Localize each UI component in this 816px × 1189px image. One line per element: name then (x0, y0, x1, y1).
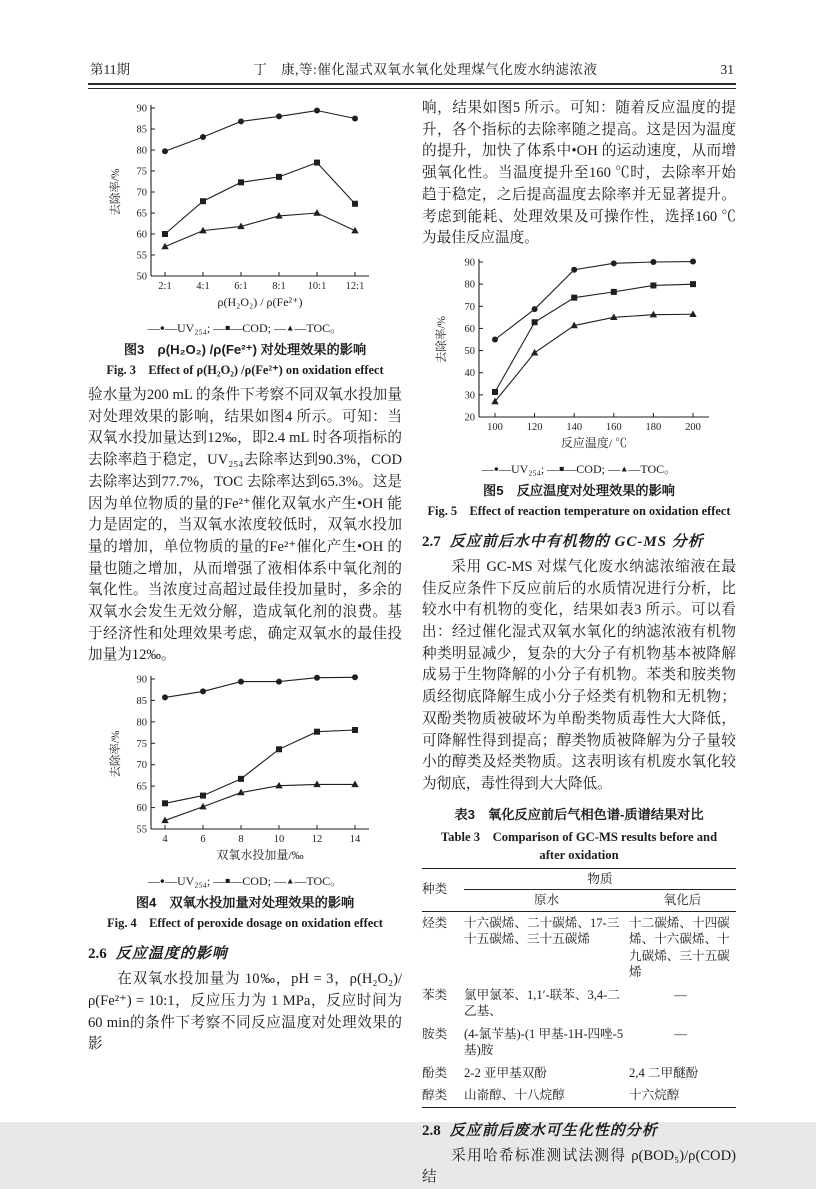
section-number: 2.7 (422, 533, 441, 550)
col-header-type: 种类 (422, 868, 464, 911)
table-cell-oxidized: 2,4 二甲醚酚 (629, 1065, 699, 1080)
svg-text:120: 120 (526, 421, 543, 433)
table-row (422, 1084, 736, 1107)
svg-text:6:1: 6:1 (234, 281, 248, 292)
svg-text:140: 140 (566, 421, 583, 433)
svg-text:160: 160 (605, 421, 622, 433)
table3-title-zh: 表3 氧化反应前后气相色谱-质谱结果对比 (454, 806, 704, 822)
svg-text:8: 8 (238, 834, 244, 846)
running-title: 丁 康,等:催化湿式双氧水氧化处理煤气化废水纳滤浓液 (253, 62, 598, 77)
circle-marker-icon: ● (159, 875, 165, 886)
figure-5 (422, 254, 736, 519)
table-row (422, 911, 736, 984)
section-title: 反应前后废水可生化性的分析 (449, 1122, 658, 1139)
svg-text:75: 75 (136, 166, 147, 178)
svg-text:80: 80 (136, 717, 147, 729)
table-cell-oxidized: — (674, 987, 687, 1002)
svg-text:60: 60 (136, 229, 147, 241)
square-marker-icon: ■ (225, 875, 231, 886)
section-title: 反应温度的影响 (115, 946, 228, 963)
section-title: 反应前后水中有机物的 GC-MS 分析 (449, 533, 704, 550)
figure-3 (88, 100, 402, 378)
paragraph-peroxide-dosage: 验水量为200 mL 的条件下考察不同双氧水投加量对处理效果的影响，结果如图4 所示。可知：当双氧水投加量达到12‰，即2.4 mL 时各项指标的去除率趋于稳定，UV₂₅₄去除率达到90.3%，COD 去除率达到77.7%，TOC 去除率达到65.3%。这是因为单位物质的量的Fe²⁺催化双氧水产生•OH 能力是固定的，当双氧水浓度较低时，双氧水投加量的增加，单位物质的量的Fe²⁺催化产生•OH 的量也随之增加，从而增强了液相体系中氧化剂的氧化性。当浓度过高超过最佳投加量时，多余的双氧水会发生无效分解，造成氧化剂的浪费。基于经济性和处理效果考虑，确定双氧水的最佳投加量为12‰。 (88, 387, 402, 664)
triangle-marker-icon: ▲ (285, 875, 295, 886)
svg-text:10: 10 (273, 834, 285, 846)
svg-text:90: 90 (136, 103, 147, 115)
table-cell-oxidized: — (674, 1026, 687, 1041)
svg-text:2:1: 2:1 (158, 281, 172, 292)
table-row (422, 1062, 736, 1085)
svg-text:100: 100 (487, 421, 503, 433)
header-rule (88, 83, 736, 89)
section-heading-2-7 (422, 530, 736, 551)
table-cell-type: 胺类 (422, 1026, 448, 1041)
paragraph-2-8: 采用哈希标准测试法测得 ρ(BOD₅)/ρ(COD) 结 (422, 1147, 736, 1186)
paragraph-2-7: 采用 GC-MS 对煤气化废水纳滤浓缩液在最佳反应条件下反应前后的水质情况进行分析，比较水中有机物的变化，结果如表3 所示。可以看出：经过催化湿式双氧水氧化的纳滤浓液有机物种类明显减少，复杂的大分子有机物基本被降解成易于生物降解的小分子有机物。苯类和胺类物质经彻底降解生成小分子烃类有机物和无机物；双酚类物质被破坏为单酚类物质毒性大大降低，可降解性得到提高；醇类物质被降解为分子量较小的醇类及烃类物质。这表明该有机废水氧化较为彻底，毒性得到大大降低。 (422, 558, 736, 792)
table3-title-en-line2: after oxidation (539, 847, 619, 862)
left-column (88, 98, 402, 1189)
svg-text:80: 80 (464, 279, 475, 291)
figure3-legend: —●—UV₂₅₄; —■—COD; —▲—TOC。 (147, 321, 343, 335)
table-cell-raw-water: 十六碳烯、二十碳烯、17-三十五碳烯、三十五碳烯 (464, 915, 620, 947)
svg-text:55: 55 (136, 250, 147, 262)
table-cell-oxidized: 十六烷醇 (629, 1088, 680, 1103)
figure3-chart (109, 100, 381, 316)
svg-text:75: 75 (136, 738, 147, 750)
figure3-caption-zh: 图3 ρ(H₂O₂) /ρ(Fe²⁺) 对处理效果的影响 (123, 342, 367, 357)
svg-text:65: 65 (136, 208, 147, 220)
paragraph-temperature: 响，结果如图5 所示。可知：随着反应温度的提升，各个指标的去除率随之提高。这是因为温度的提升，加快了体系中•OH 的运动速度，从而增强氧化性。当温度提升至160 ℃时，去除率开始趋于稳定，之后提高温度去除率并无显著提升。考虑到能耗、处理效果及可操作性，选择160 ℃为最佳反应温度。 (422, 100, 736, 247)
table-row (422, 984, 736, 1023)
two-column-layout (88, 98, 736, 1189)
svg-text:40: 40 (464, 368, 475, 380)
circle-marker-icon: ● (493, 463, 499, 474)
table-cell-raw-water: 山嵛醇、十八烷醇 (464, 1088, 565, 1103)
svg-text:6: 6 (200, 834, 206, 846)
svg-text:14: 14 (349, 834, 361, 846)
table-cell-raw-water: 2-2 亚甲基双酚 (464, 1065, 547, 1080)
svg-text:反应温度/ ℃: 反应温度/ ℃ (560, 435, 628, 450)
svg-text:60: 60 (464, 323, 475, 335)
svg-text:70: 70 (136, 187, 147, 199)
svg-text:12:1: 12:1 (345, 281, 365, 292)
table-cell-raw-water: (4-氯苄基)-(1 甲基-1H-四唑-5 基)胺 (464, 1026, 624, 1058)
square-marker-icon: ■ (559, 463, 565, 474)
figure3-caption-en: Fig. 3 Effect of ρ(H₂O₂) /ρ(Fe²⁺) on oxidation effect (106, 363, 384, 377)
table-3-block (422, 804, 736, 1108)
svg-text:ρ(H₂O₂) / ρ(Fe²⁺): ρ(H₂O₂) / ρ(Fe²⁺) (217, 295, 303, 309)
svg-text:85: 85 (136, 696, 147, 708)
svg-text:90: 90 (136, 674, 147, 686)
triangle-marker-icon: ▲ (619, 463, 629, 474)
section-number: 2.8 (422, 1122, 441, 1139)
col-header-raw-water: 原水 (464, 890, 629, 912)
figure5-legend: —●—UV₂₅₄; —■—COD; —▲—TOC。 (481, 461, 677, 476)
table-cell-type: 醇类 (422, 1088, 448, 1103)
table-row (422, 1023, 736, 1062)
section-heading-2-6 (88, 942, 402, 963)
svg-text:180: 180 (645, 421, 662, 433)
svg-text:50: 50 (464, 345, 475, 357)
journal-issue: 第11期 (90, 62, 130, 77)
col-header-oxidized: 氧化后 (629, 890, 736, 912)
figure5-chart (435, 254, 723, 457)
figure-4 (88, 671, 402, 931)
col-header-substance: 物质 (464, 868, 736, 890)
table-3-body (422, 911, 736, 1107)
svg-text:65: 65 (136, 781, 147, 793)
table-cell-raw-water: 氯甲氯苯、1,1′-联苯、3,4-二乙基、 (464, 987, 620, 1019)
svg-text:80: 80 (136, 145, 147, 157)
svg-text:70: 70 (464, 301, 475, 313)
svg-text:双氧水投加量/‰: 双氧水投加量/‰ (216, 848, 304, 863)
svg-text:8:1: 8:1 (272, 281, 286, 292)
svg-text:90: 90 (464, 257, 475, 269)
svg-text:200: 200 (685, 421, 701, 433)
circle-marker-icon: ● (159, 322, 165, 333)
svg-text:去除率/%: 去除率/% (110, 730, 122, 778)
svg-text:50: 50 (136, 271, 147, 283)
running-header (88, 58, 736, 83)
square-marker-icon: ■ (225, 322, 231, 333)
section-number: 2.6 (88, 946, 107, 963)
svg-text:60: 60 (136, 803, 147, 815)
triangle-marker-icon: ▲ (285, 322, 295, 333)
svg-text:4: 4 (162, 834, 168, 846)
right-column (422, 98, 736, 1189)
figure4-chart (109, 671, 381, 869)
figure5-caption-en: Fig. 5 Effect of reaction temperature on oxidation effect (427, 503, 731, 518)
table-cell-type: 酚类 (422, 1065, 448, 1080)
page-number: 31 (720, 62, 734, 77)
svg-text:30: 30 (464, 390, 475, 402)
svg-text:4:1: 4:1 (196, 281, 210, 292)
svg-text:20: 20 (464, 412, 475, 424)
svg-text:10:1: 10:1 (307, 281, 327, 292)
paragraph-2-6: 在双氧水投加量为 10‰，pH = 3，ρ(H₂O₂)/ρ(Fe²⁺) = 10:1，反应压力为 1 MPa，反应时间为 60 min的条件下考察不同反应温度对处理效果的影 (88, 971, 402, 1053)
svg-text:55: 55 (136, 824, 147, 836)
svg-text:12: 12 (311, 834, 323, 846)
table-cell-type: 苯类 (422, 987, 448, 1002)
section-heading-2-8 (422, 1119, 736, 1140)
svg-text:去除率/%: 去除率/% (110, 168, 122, 216)
page-content (88, 58, 736, 1189)
table3-title-en-line1: Table 3 Comparison of GC-MS results before and (440, 829, 718, 844)
figure4-legend: —●—UV₂₅₄; —■—COD; —▲—TOC。 (147, 874, 343, 889)
table-3-head (422, 868, 736, 911)
table-cell-oxidized: 十二碳烯、十四碳烯、十六碳烯、十九碳烯、三十五碳烯 (629, 915, 730, 980)
table-cell-type: 烃类 (422, 915, 448, 930)
svg-text:85: 85 (136, 124, 147, 136)
svg-text:去除率/%: 去除率/% (436, 315, 448, 364)
figure5-caption-zh: 图5 反应温度对处理效果的影响 (483, 482, 675, 498)
figure4-caption-en: Fig. 4 Effect of peroxide dosage on oxidation effect (107, 916, 383, 931)
svg-text:70: 70 (136, 760, 147, 772)
figure4-caption-zh: 图4 双氧水投加量对处理效果的影响 (135, 895, 355, 911)
table-3 (422, 868, 736, 1108)
